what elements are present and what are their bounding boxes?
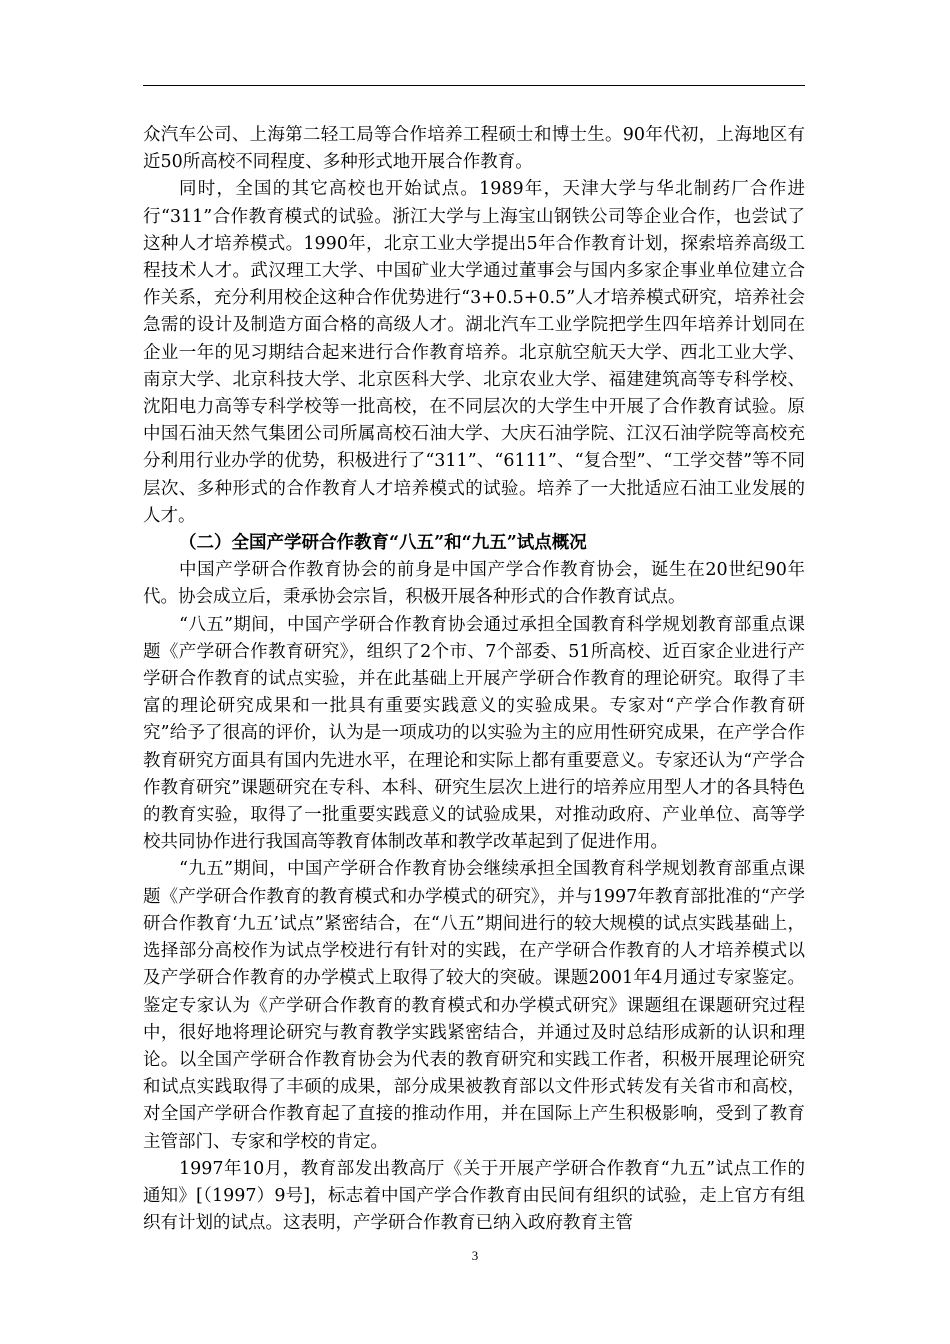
paragraph: “九五”期间，中国产学研合作教育协会继续承担全国教育科学规划教育部重点课题《产学研合作教育的教育模式和办学模式的研究》，并与1997年教育部批准的“产学研合作教育‘九五’试点”紧密结合，在“八五”期间进行的较大规模的试点实践基础上，选择部分高校作为试点学校进行有针对的实践，在产学研合作教育的人才培养模式以及产学研合作教育的办学模式上取得了较大的突破。课题2001年4月通过专家鉴定。鉴定专家认为《产学研合作教育的教育模式和办学模式研究》课题组在课题研究过程中，很好地将理论研究与教育教学实践紧密结合，并通过及时总结形成新的认识和理论。以全国产学研合作教育协会为代表的教育研究和实践工作者，积极开展理论研究和试点实践取得了丰硕的成果，部分成果被教育部以文件形式转发有关省市和高校，对全国产学研合作教育起了直接的推动作用，并在国际上产生积极影响，受到了教育主管部门、专家和学校的肯定。 xyxy=(143,859,805,1152)
paragraph: 1997年10月，教育部发出教高厅《关于开展产学研合作教育“九五”试点工作的通知》[（1997）9号]，标志着中国产学合作教育由民间有组织的试验，走上官方有组织有计划的试点。这表明，产学研合作教育已纳入政府教育主管 xyxy=(143,1158,805,1234)
paragraph: 同时，全国的其它高校也开始试点。1989年，天津大学与华北制药厂合作进行“311”合作教育模式的试验。浙江大学与上海宝山钢铁公司等企业合作，也尝试了这种人才培养模式。1990年，北京工业大学提出5年合作教育计划，探索培养高级工程技术人才。武汉理工大学、中国矿业大学通过董事会与国内多家企事业单位建立合作关系，充分利用校企这种合作优势进行“3+0.5+0.5”人才培养模式研究，培养社会急需的设计及制造方面合格的高级人才。湖北汽车工业学院把学生四年培养计划同在企业一年的见习期结合起来进行合作教育培养。北京航空航天大学、西北工业大学、南京大学、北京科技大学、北京医科大学、北京农业大学、福建建筑高等专科学校、沈阳电力高等专科学校等一批高校，在不同层次的大学生中开展了合作教育试验。原中国石油天然气集团公司所属高校石油大学、大庆石油学院、江汉石油学院等高校充分利用行业办学的优势，积极进行了“311”、“6111”、“复合型”、“工学交替”等不同层次、多种形式的合作教育人才培养模式的试验。培养了一大批适应石油工业发展的人才。 xyxy=(143,179,805,526)
body-text xyxy=(143,122,805,1237)
paragraph: “八五”期间，中国产学研合作教育协会通过承担全国教育科学规划教育部重点课题《产学研合作教育研究》，组织了2个市、7个部委、51所高校、近百家企业进行产学研合作教育的试点实验，并在此基础上开展产学研合作教育的理论研究。取得了丰富的理论研究成果和一批具有重要实践意义的实验成果。专家对“产学合作教育研究”给予了很高的评价，认为是一项成功的以实验为主的应用性研究成果，在产学合作教育研究方面具有国内先进水平，在理论和实际上都有重要意义。专家还认为“产学合作教育研究”课题研究在专科、本科、研究生层次上进行的培养应用型人才的各具特色的教育实验，取得了一批重要实践意义的试验成果，对推动政府、产业单位、高等学校共同协作进行我国高等教育体制改革和教学改革起到了促进作用。 xyxy=(143,614,805,853)
section-heading: （二）全国产学研合作教育“八五”和“九五”试点概况 xyxy=(179,533,587,554)
paragraph-continuation: 众汽车公司、上海第二轻工局等合作培养工程硕士和博士生。90年代初，上海地区有近50所高校不同程度、多种形式地开展合作教育。 xyxy=(143,125,805,173)
paragraph: 中国产学研合作教育协会的前身是中国产学合作教育协会，诞生在20世纪90年代。协会成立后，秉承协会宗旨，积极开展各种形式的合作教育试点。 xyxy=(143,560,805,608)
header-rule xyxy=(143,85,805,86)
page-number: 3 xyxy=(471,1248,479,1263)
